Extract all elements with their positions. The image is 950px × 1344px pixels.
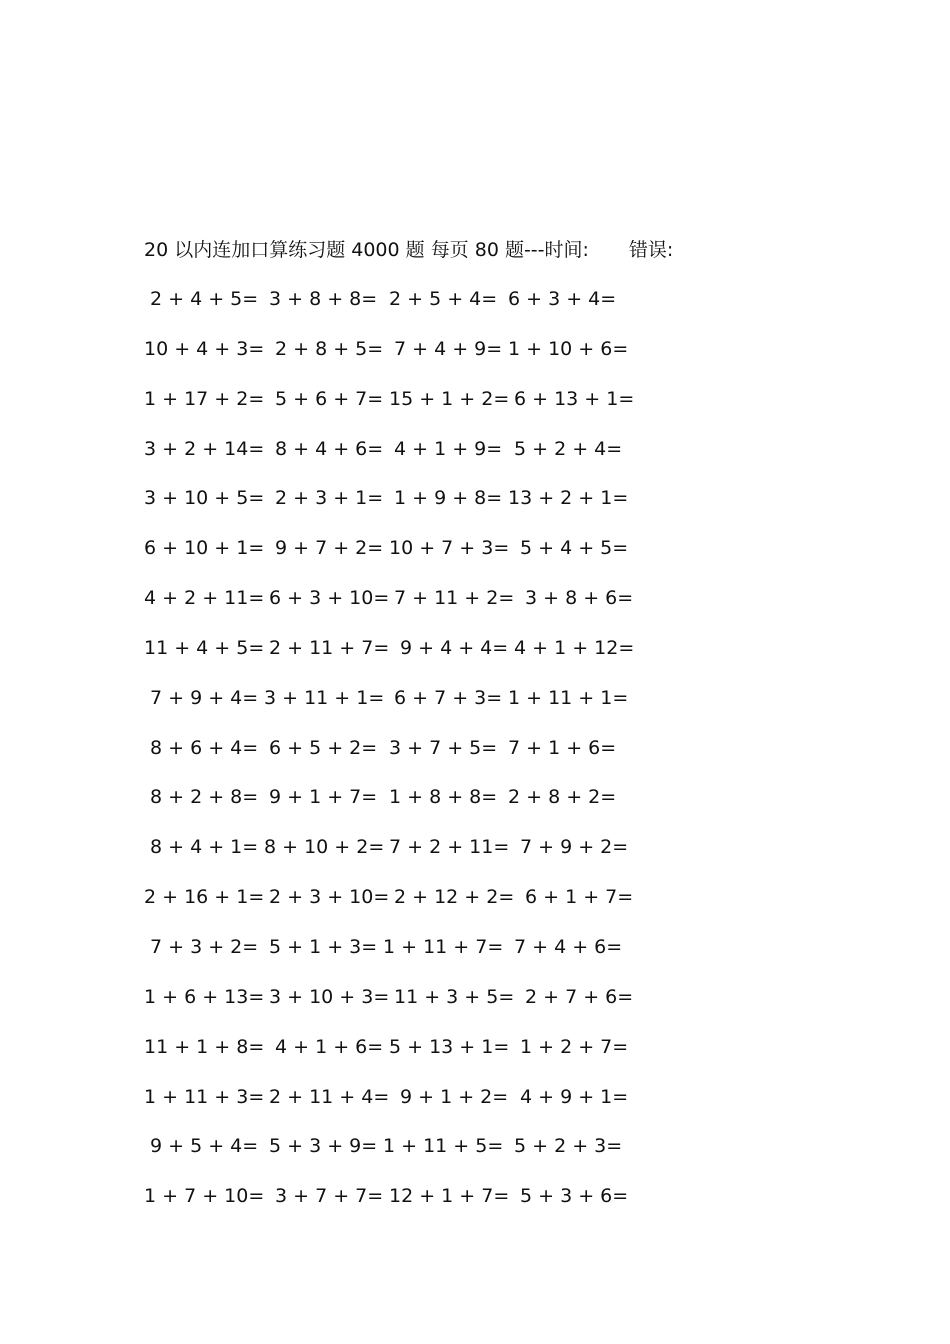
math-problem: 3 + 2 + 14=	[144, 437, 265, 460]
math-problem: 5 + 6 + 7=	[275, 387, 384, 410]
problem-row	[144, 535, 644, 585]
math-problem: 8 + 2 + 8=	[150, 786, 259, 809]
math-problem: 5 + 3 + 9=	[269, 1135, 378, 1158]
math-problem: 9 + 5 + 4=	[150, 1135, 259, 1158]
math-problem: 1 + 11 + 1=	[508, 686, 629, 709]
math-problem: 2 + 8 + 5=	[275, 337, 384, 360]
math-problem: 8 + 10 + 2=	[264, 836, 385, 859]
math-problem: 5 + 4 + 5=	[520, 537, 629, 560]
math-problem: 6 + 1 + 7=	[525, 886, 634, 909]
math-problem: 2 + 4 + 5=	[150, 288, 259, 310]
math-problem: 6 + 3 + 4=	[508, 288, 617, 310]
worksheet-title: 20 以内连加口算练习题 4000 题 每页 80 题---时间:	[144, 239, 589, 261]
math-problem: 5 + 2 + 4=	[514, 437, 623, 460]
math-problem: 5 + 1 + 3=	[269, 935, 378, 958]
math-problem: 2 + 16 + 1=	[144, 886, 265, 909]
math-problem: 3 + 7 + 7=	[275, 1185, 384, 1208]
problem-row	[144, 934, 644, 984]
math-problem: 2 + 3 + 10=	[269, 886, 390, 909]
math-problem: 11 + 3 + 5=	[394, 985, 515, 1008]
math-problem: 6 + 10 + 1=	[144, 537, 265, 560]
problem-row	[144, 834, 644, 884]
math-problem: 8 + 4 + 6=	[275, 437, 384, 460]
math-problem: 7 + 1 + 6=	[508, 736, 617, 759]
math-problem: 2 + 7 + 6=	[525, 985, 634, 1008]
math-problem: 4 + 1 + 9=	[394, 437, 503, 460]
problem-row	[144, 1084, 644, 1134]
problem-row	[144, 585, 644, 635]
math-problem: 8 + 6 + 4=	[150, 736, 259, 759]
math-problem: 4 + 2 + 11=	[144, 587, 265, 610]
math-problem: 1 + 11 + 7=	[383, 935, 504, 958]
math-problem: 1 + 17 + 2=	[144, 387, 265, 410]
math-problem: 6 + 3 + 10=	[269, 587, 390, 610]
math-problem: 3 + 8 + 8=	[269, 288, 378, 310]
math-problem: 6 + 13 + 1=	[514, 387, 635, 410]
math-problem: 2 + 8 + 2=	[508, 786, 617, 809]
math-problem: 2 + 5 + 4=	[389, 288, 498, 310]
problem-grid	[144, 286, 644, 1233]
problem-row	[144, 336, 644, 386]
math-problem: 2 + 11 + 4=	[269, 1085, 390, 1108]
math-problem: 4 + 1 + 12=	[514, 636, 635, 659]
math-problem: 7 + 4 + 6=	[514, 935, 623, 958]
math-problem: 2 + 3 + 1=	[275, 487, 384, 510]
math-problem: 2 + 11 + 7=	[269, 636, 390, 659]
math-problem: 5 + 3 + 6=	[520, 1185, 629, 1208]
math-problem: 10 + 4 + 3=	[144, 337, 265, 360]
problem-row	[144, 1133, 644, 1183]
math-problem: 9 + 1 + 7=	[269, 786, 378, 809]
math-problem: 1 + 7 + 10=	[144, 1185, 265, 1208]
problem-row	[144, 735, 644, 785]
math-problem: 7 + 9 + 4=	[150, 686, 259, 709]
worksheet-header	[144, 236, 673, 264]
math-problem: 3 + 7 + 5=	[389, 736, 498, 759]
math-problem: 9 + 1 + 2=	[400, 1085, 509, 1108]
math-problem: 9 + 7 + 2=	[275, 537, 384, 560]
math-problem: 1 + 11 + 5=	[383, 1135, 504, 1158]
math-problem: 10 + 7 + 3=	[389, 537, 510, 560]
math-problem: 2 + 12 + 2=	[394, 886, 515, 909]
math-problem: 7 + 11 + 2=	[394, 587, 515, 610]
problem-row	[144, 286, 644, 336]
math-problem: 11 + 4 + 5=	[144, 636, 265, 659]
math-problem: 6 + 7 + 3=	[394, 686, 503, 709]
problem-row	[144, 784, 644, 834]
problem-row	[144, 635, 644, 685]
math-problem: 3 + 10 + 3=	[269, 985, 390, 1008]
errors-label: 错误:	[628, 239, 674, 261]
math-problem: 3 + 8 + 6=	[525, 587, 634, 610]
math-problem: 1 + 10 + 6=	[508, 337, 629, 360]
math-problem: 8 + 4 + 1=	[150, 836, 259, 859]
problem-row	[144, 436, 644, 486]
problem-row	[144, 685, 644, 735]
problem-row	[144, 1034, 644, 1084]
math-problem: 7 + 4 + 9=	[394, 337, 503, 360]
problem-row	[144, 1183, 644, 1233]
math-problem: 1 + 8 + 8=	[389, 786, 498, 809]
math-problem: 11 + 1 + 8=	[144, 1035, 265, 1058]
math-problem: 7 + 3 + 2=	[150, 935, 259, 958]
math-problem: 7 + 2 + 11=	[389, 836, 510, 859]
math-problem: 4 + 1 + 6=	[275, 1035, 384, 1058]
math-problem: 5 + 2 + 3=	[514, 1135, 623, 1158]
math-problem: 7 + 9 + 2=	[520, 836, 629, 859]
math-problem: 1 + 9 + 8=	[394, 487, 503, 510]
math-problem: 6 + 5 + 2=	[269, 736, 378, 759]
math-problem: 9 + 4 + 4=	[400, 636, 509, 659]
math-problem: 3 + 11 + 1=	[264, 686, 385, 709]
math-problem: 1 + 11 + 3=	[144, 1085, 265, 1108]
math-problem: 4 + 9 + 1=	[520, 1085, 629, 1108]
math-problem: 13 + 2 + 1=	[508, 487, 629, 510]
problem-row	[144, 386, 644, 436]
math-problem: 12 + 1 + 7=	[389, 1185, 510, 1208]
math-problem: 3 + 10 + 5=	[144, 487, 265, 510]
problem-row	[144, 984, 644, 1034]
problem-row	[144, 485, 644, 535]
math-problem: 15 + 1 + 2=	[389, 387, 510, 410]
math-problem: 5 + 13 + 1=	[389, 1035, 510, 1058]
problem-row	[144, 884, 644, 934]
math-problem: 1 + 6 + 13=	[144, 985, 265, 1008]
math-problem: 1 + 2 + 7=	[520, 1035, 629, 1058]
